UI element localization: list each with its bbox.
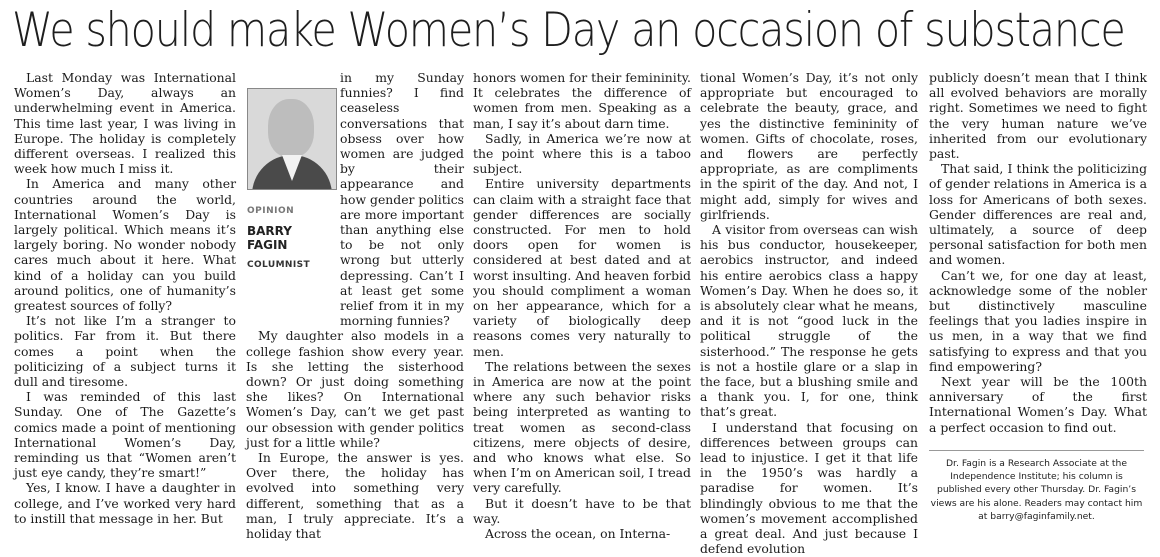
column-2	[246, 70, 464, 541]
column-4	[700, 70, 918, 557]
paragraph: It’s not like I’m a stranger to politics. Far from it. But there comes a point when the politicizing of a subject turns it dull and tiresome.	[14, 313, 236, 390]
paragraph: In America and many other countries around the world, International Women’s Day is largely political. Which means it’s largely boring. No wonder nobody cares much about it here. What kind of a holiday can you build around politics, one of humanity’s greatest sources of folly?	[14, 176, 236, 314]
paragraph: I understand that focusing on differences between groups can lead to injustice. I get it that life in the 1950’s was hardly a paradise for women. It’s blindingly obvious to me that the women’s movement accomplished a great deal. And just because I defend evolution	[700, 419, 918, 557]
paragraph: in my Sunday funnies? I find ceaseless conversations that obsess over how women are judged by their appearance and how gender politics are more important than anything else to be not only wrong but utterly depressing. Can’t I at least get some relief from it in my morning funnies?	[340, 70, 464, 329]
paragraph: Next year will be the 100th anniversary of the first International Women’s Day. What a perfect occasion to find out.	[929, 374, 1147, 435]
headline: We should make Women’s Day an occasion of substance	[12, 3, 1125, 58]
paragraph: Entire university departments can claim with a straight face that gender differences are socially constructed. For men to hold doors open for women is considered at best dated and at worst insulting. And heaven forbid you should compliment a woman on her appearance, which for a variety of biologically deep reasons comes very naturally to men.	[473, 176, 691, 359]
paragraph: The relations between the sexes in America are now at the point where any such behavior risks being interpreted as wanting to treat women as second-class citizens, mere objects of desire, and who knows what else. So when I’m on American soil, I tread very carefully.	[473, 358, 691, 496]
paragraph: Yes, I know. I have a daughter in college, and I’ve worked very hard to instill that message in her. But	[14, 480, 236, 526]
paragraph: That said, I think the politicizing of gender relations in America is a loss for Americans of both sexes. Gender differences are real and, ultimately, a source of deep personal satisfaction for both men and women.	[929, 161, 1147, 268]
section-label: OPINION	[247, 206, 295, 216]
paragraph: My daughter also models in a college fashion show every year. Is she letting the sisterhood down? Or just doing something she likes? On International Women’s Day, can’t we get past our obsession with gender politics just for a little while?	[246, 328, 464, 450]
author-last-name: FAGIN	[247, 238, 288, 252]
column-5	[929, 70, 1147, 435]
author-role: COLUMNIST	[247, 260, 311, 270]
paragraph: I was reminded of this last Sunday. One of The Gazette’s comics made a point of mentioning International Women’s Day, reminding us that “Women aren’t just eye candy, they’re smart!”	[14, 389, 236, 481]
author-first-name: BARRY	[247, 224, 292, 238]
paragraph: But it doesn’t have to be that way.	[473, 495, 691, 526]
paragraph: Across the ocean, on Interna-	[485, 526, 671, 542]
author-tagline: Dr. Fagin is a Research Associate at the Independence Institute; his column is published every other Thursday. Dr. Fagin’s views are his alone. Readers may contact him at barry@faginfamily.net.	[929, 450, 1144, 523]
paragraph: A visitor from overseas can wish his bus conductor, housekeeper, aerobics instructor, and indeed his entire aerobics class a happy Women’s Day. When he does so, it is absolutely clear what he means, and it is not “good luck in the political struggle of the sisterhood.” The response he gets is not a hostile glare or a slap in the face, but a blushing smile and a thank you. I, for one, think that’s great.	[700, 222, 918, 420]
paragraph: Last Monday was International Women’s Day, always an underwhelming event in America. This time last year, I was living in Europe. The holiday is completely different overseas. I realized this week how much I miss it.	[14, 70, 236, 177]
column-3	[473, 70, 691, 541]
paragraph: honors women for their femininity. It celebrates the difference of women from men. Speaking as a man, I say it’s about darn time.	[473, 70, 691, 131]
paragraph: In Europe, the answer is yes. Over there, the holiday has evolved into something very different, something that as a man, I truly appreciate. It’s a holiday that	[246, 450, 464, 542]
paragraph: publicly doesn’t mean that I think all evolved behaviors are morally right. Sometimes we need to fight the very human nature we’ve inherited from our evolutionary past.	[929, 70, 1147, 162]
paragraph: Sadly, in America we’re now at the point where this is a taboo subject.	[473, 130, 691, 177]
paragraph: Can’t we, for one day at least, acknowledge some of the nobler but distinctively masculine feelings that you ladies inspire in us men, in a way that we find satisfying to express and that you find empowering?	[929, 267, 1147, 374]
paragraph: tional Women’s Day, it’s not only appropriate but encouraged to celebrate the beauty, grace, and yes the distinctive femininity of women. Gifts of chocolate, roses, and flowers are perfectly appropriate, as are compliments in the spirit of the day. And not, I might add, simply for wives and girlfriends.	[700, 70, 918, 222]
column-1	[14, 70, 236, 526]
